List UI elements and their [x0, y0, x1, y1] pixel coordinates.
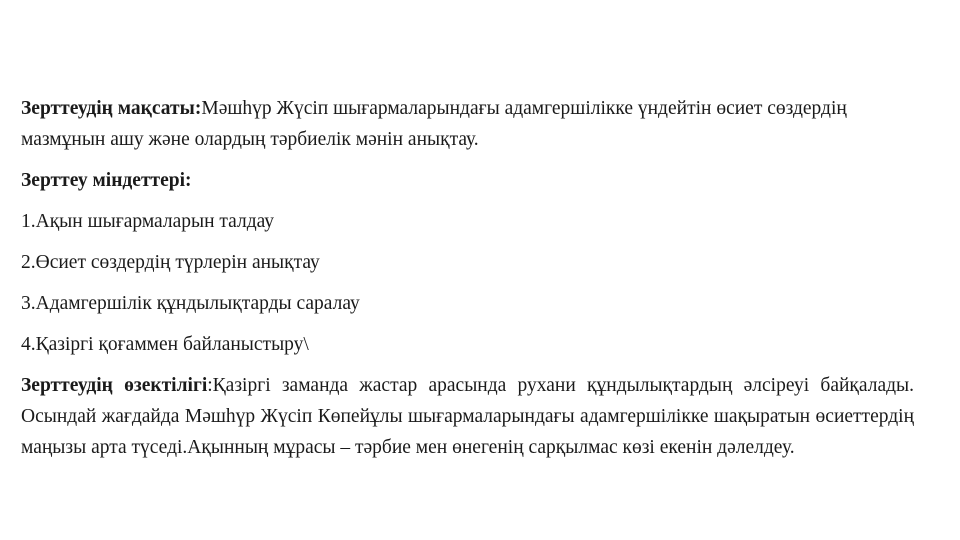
relevance-text: :Қазіргі заманда жастар арасында рухани құндылықтардың әлсіреуі байқалады. Осындай жағдайда Мәшһүр Жүсіп Көпейұлы шығармаларындағы адамгершілікке шақыратын өсиеттердің маңызы арта түседі.Ақынның мұрасы – тәрбие мен өнегенің сарқылмас көзі екенін дәлелдеу.: [21, 375, 914, 458]
task-item-4: 4.Қазіргі қоғаммен байланыстыру\: [21, 334, 309, 355]
slide-content: [21, 93, 914, 473]
task-item-1: 1.Ақын шығармаларын талдау: [21, 211, 275, 232]
relevance-label: Зерттеудің өзектілігі: [21, 375, 208, 396]
tasks-heading: Зерттеу міндеттері:: [21, 170, 192, 191]
relevance-paragraph: [21, 370, 914, 463]
aim-label: Зерттеудің мақсаты:: [21, 98, 202, 119]
aim-text: Мәшһүр Жүсіп шығармаларындағы адамгершілікке үндейтін өсиет сөздердің мазмұнын ашу және олардың тәрбиелік мәнін анықтау.: [21, 98, 847, 150]
task-item-2: 2.Өсиет сөздердің түрлерін анықтау: [21, 252, 320, 273]
task-item-3: 3.Адамгершілік құндылықтарды саралау: [21, 293, 360, 314]
aim-paragraph: [21, 93, 914, 155]
